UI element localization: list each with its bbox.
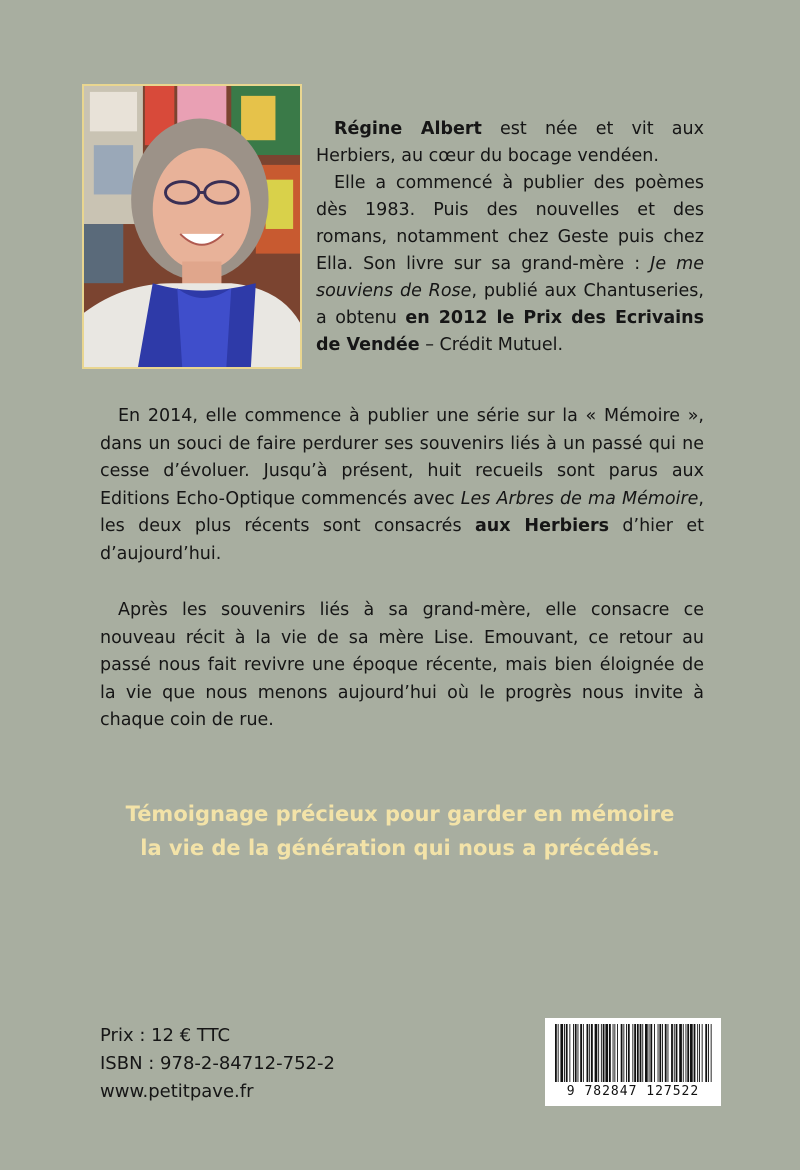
prize-text: en 2012 le Prix des Ecrivains de Vendée bbox=[316, 308, 705, 355]
book-info bbox=[100, 1022, 335, 1106]
barcode-digits: 9 782847 127522 bbox=[566, 1084, 700, 1099]
barcode-bars bbox=[553, 1024, 713, 1082]
author-intro: Régine Albert est née et vit aux Herbiers, au cœur du bocage vendéen. Elle a commencé à publier des poèmes dès 1983. Puis des nouvelles et des romans, notamment chez Geste puis chez Ella. Son livre sur sa grand-mère : Je me souviens de Rose, publié aux Chantuseries, a obtenu en 2012 le Prix des Ecrivains de Vendée – Crédit Mutuel. bbox=[316, 119, 705, 355]
series-title: Les Arbres de ma Mémoire bbox=[460, 488, 699, 509]
author-portrait-image bbox=[84, 86, 300, 367]
tagline-line-2: la vie de la génération qui nous a précédés. bbox=[140, 836, 660, 860]
book-title: Je me souviens de Rose bbox=[316, 254, 704, 301]
memoire-series-paragraph: En 2014, elle commence à publier une série sur la « Mémoire », dans un souci de faire perdurer ses souvenirs liés à un passé qui ne cesse d’évoluer. Jusqu’à présent, huit recueils sont parus aux Editions Echo-Optique commencés avec Les Arbres de ma Mémoire, les deux plus récents sont consacrés aux Herbiers d’hier et d’aujourd’hui. bbox=[100, 406, 705, 564]
isbn-barcode bbox=[545, 1018, 721, 1106]
author-name: Régine Albert bbox=[334, 119, 482, 139]
tagline-quote bbox=[0, 797, 800, 865]
price: Prix : 12 € TTC bbox=[100, 1025, 231, 1046]
herbiers-bold: aux Herbiers bbox=[474, 516, 610, 536]
isbn: ISBN : 978-2-84712-752-2 bbox=[100, 1053, 335, 1074]
website: www.petitpave.fr bbox=[100, 1081, 254, 1102]
book-summary-paragraph: Après les souvenirs liés à sa grand-mère, elle consacre ce nouveau récit à la vie de sa mère Lise. Emouvant, ce retour au passé nous fait revivre une époque récente, mais bien éloignée de la vie que nous menons aujourd’hui où le progrès nous invite à chaque coin de rue. bbox=[100, 600, 704, 730]
tagline-line-1: Témoignage précieux pour garder en mémoire bbox=[125, 802, 675, 826]
author-photo bbox=[82, 84, 302, 369]
